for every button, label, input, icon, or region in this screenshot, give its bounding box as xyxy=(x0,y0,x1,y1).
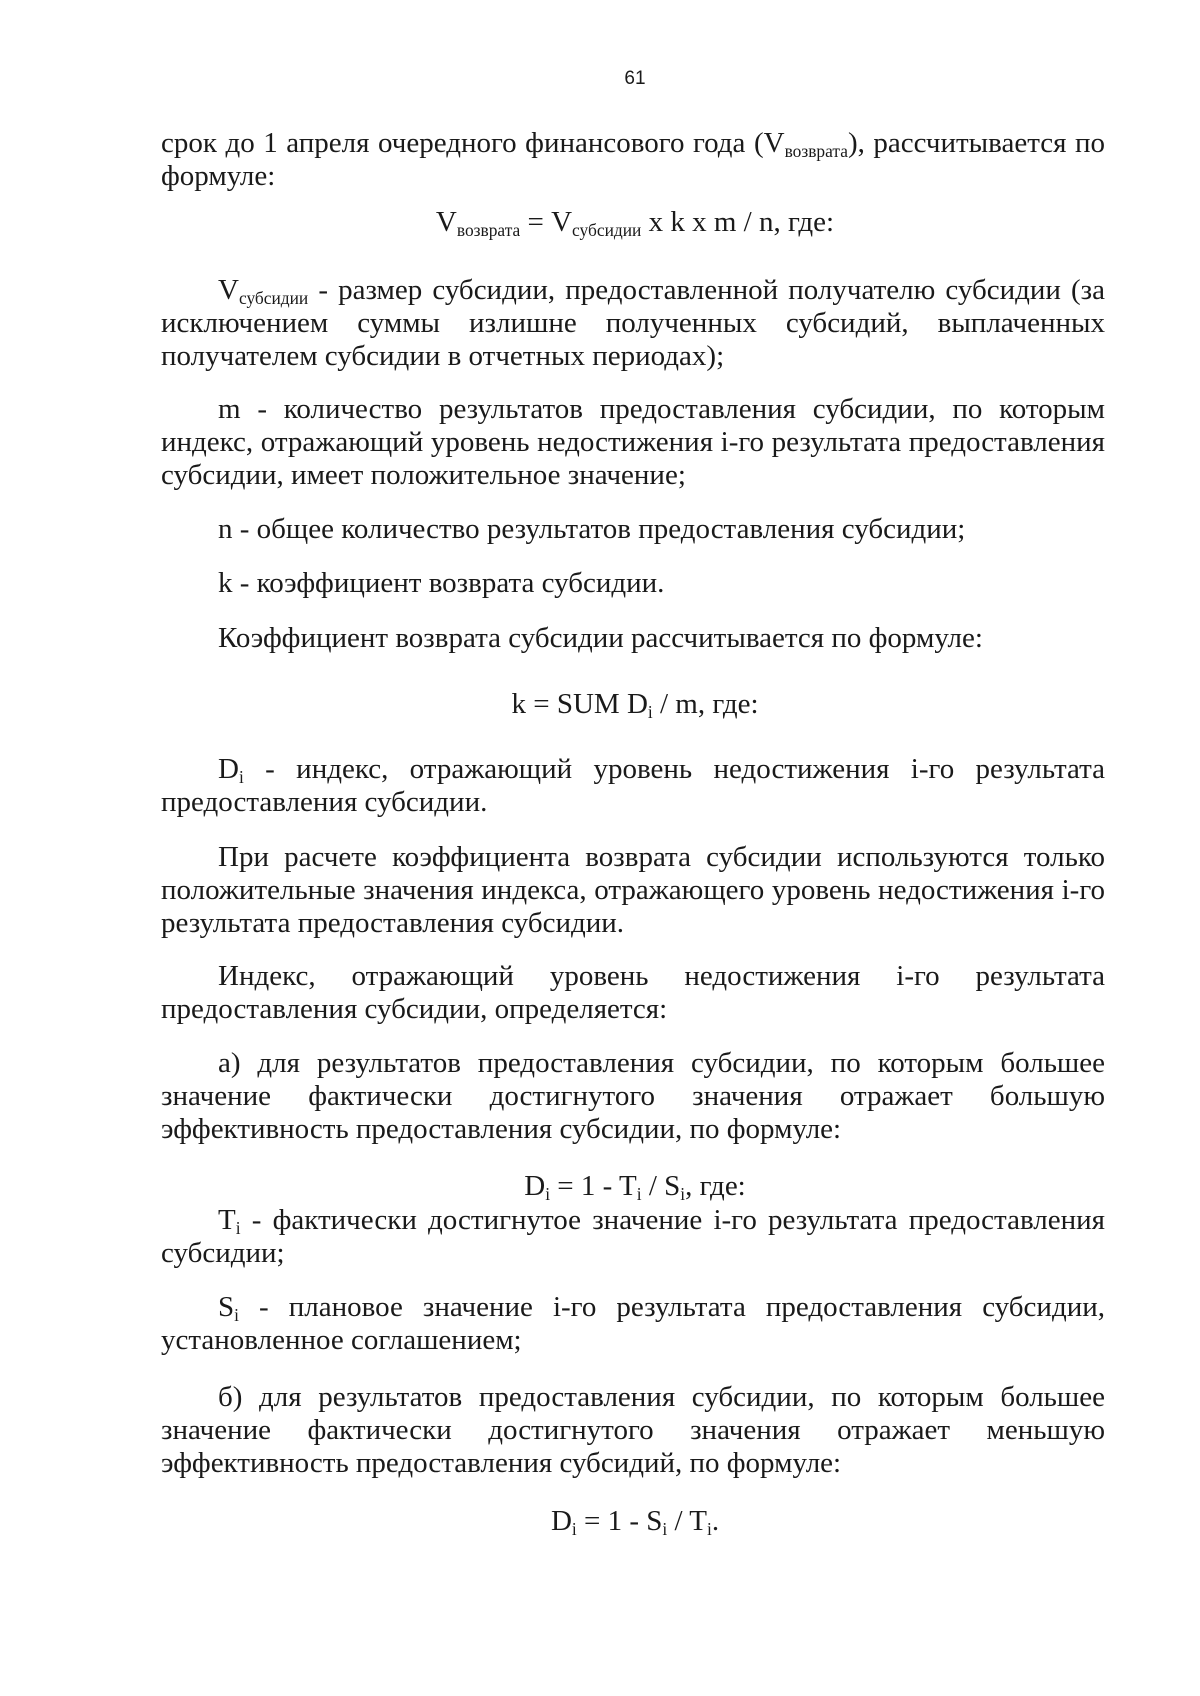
formula-d-case-b xyxy=(0,1505,1200,1538)
def-t-subscript: i xyxy=(235,1218,241,1239)
formula-b-d-sub: i xyxy=(571,1519,577,1540)
formula-slash: / S xyxy=(641,1170,681,1202)
def-d-symbol: D xyxy=(218,753,239,785)
intro-text-end: ), рассчитывается по формуле: xyxy=(161,127,1106,192)
formula-k xyxy=(0,688,1200,721)
formula-k-rest: / m, где: xyxy=(652,688,759,720)
intro-subscript: возврата xyxy=(784,141,848,162)
def-v-text: - размер субсидии, предоставленной получателю субсидии (за исключением суммы излишне полученных субсидий, выплаченных получателем субсидии в отчетных периодах); xyxy=(161,274,1105,372)
formula-d-symbol: D xyxy=(524,1170,546,1202)
formula-k-start: k = SUM D xyxy=(511,688,648,720)
def-s-subscript: i xyxy=(234,1305,239,1326)
formula-b-mid: = 1 - S xyxy=(576,1505,663,1537)
definition-n: n - общее количество результатов предоставления субсидии; xyxy=(218,513,966,545)
formula-b-slash: / T xyxy=(667,1505,707,1537)
def-s-text: - плановое значение i-го результата предоставления субсидии, установленное соглашением; xyxy=(161,1291,1105,1356)
formula-d-case-a xyxy=(0,1170,1200,1203)
k-formula-intro: Коэффициент возврата субсидии рассчитывается по формуле: xyxy=(218,622,983,654)
def-v-symbol: V xyxy=(218,274,239,306)
note-positive-values: При расчете коэффициента возврата субсидии используются только положительные значения индекса, отражающего уровень недостижения i-го результата предоставления субсидии. xyxy=(161,841,1105,939)
def-t-symbol: T xyxy=(218,1204,236,1236)
formula-b-d-symbol: D xyxy=(550,1505,572,1537)
formula-sub-subsidii: субсидии xyxy=(572,220,642,241)
case-b-paragraph: б) для результатов предоставления субсидии, по которым большее значение фактически достигнутого значения отражает меньшую эффективность предоставления субсидий, по формуле: xyxy=(161,1381,1105,1479)
def-d-text: - индекс, отражающий уровень недостижения i-го результата предоставления субсидии. xyxy=(161,753,1105,818)
formula-eq: = V xyxy=(520,206,573,238)
def-v-subscript: субсидии xyxy=(238,288,309,309)
formula-b-t-sub: i xyxy=(706,1519,712,1540)
definition-s xyxy=(161,1291,1105,1357)
intro-paragraph xyxy=(161,127,1105,193)
index-intro: Индекс, отражающий уровень недостижения i-го результата предоставления субсидии, определяется: xyxy=(161,960,1105,1025)
def-d-subscript: i xyxy=(238,767,244,788)
page-number: 61 xyxy=(624,68,646,89)
formula-k-sub: i xyxy=(647,702,653,723)
formula-b-rest: . xyxy=(711,1505,720,1537)
formula-t-sub: i xyxy=(636,1184,642,1205)
definition-t xyxy=(161,1204,1105,1270)
definition-v-subsidii xyxy=(161,274,1105,373)
formula-d-mid: = 1 - T xyxy=(550,1170,637,1202)
formula-b-s-sub: i xyxy=(662,1519,668,1540)
case-a-paragraph: а) для результатов предоставления субсидии, по которым большее значение фактически достигнутого значения отражает большую эффективность предоставления субсидии, по формуле: xyxy=(161,1047,1105,1145)
formula-s-sub: i xyxy=(680,1184,686,1205)
formula-sub-vozvrata: возврата xyxy=(456,220,521,241)
formula-v: V xyxy=(435,206,457,238)
def-s-symbol: S xyxy=(218,1291,235,1323)
definition-d xyxy=(161,753,1105,819)
formula-return-amount xyxy=(0,206,1200,239)
intro-text-start: срок до 1 апреля очередного финансового года (V xyxy=(161,127,785,159)
def-t-text: - фактически достигнутое значение i-го результата предоставления субсидии; xyxy=(161,1204,1105,1269)
formula-d-sub: i xyxy=(545,1184,551,1205)
definition-k: k - коэффициент возврата субсидии. xyxy=(218,567,665,599)
formula-d-rest: , где: xyxy=(685,1170,746,1202)
definition-m: m - количество результатов предоставления субсидии, по которым индекс, отражающий уровень недостижения i-го результата предоставления субсидии, имеет положительное значение; xyxy=(161,393,1105,491)
formula-rest: x k x m / n, где: xyxy=(641,206,835,238)
